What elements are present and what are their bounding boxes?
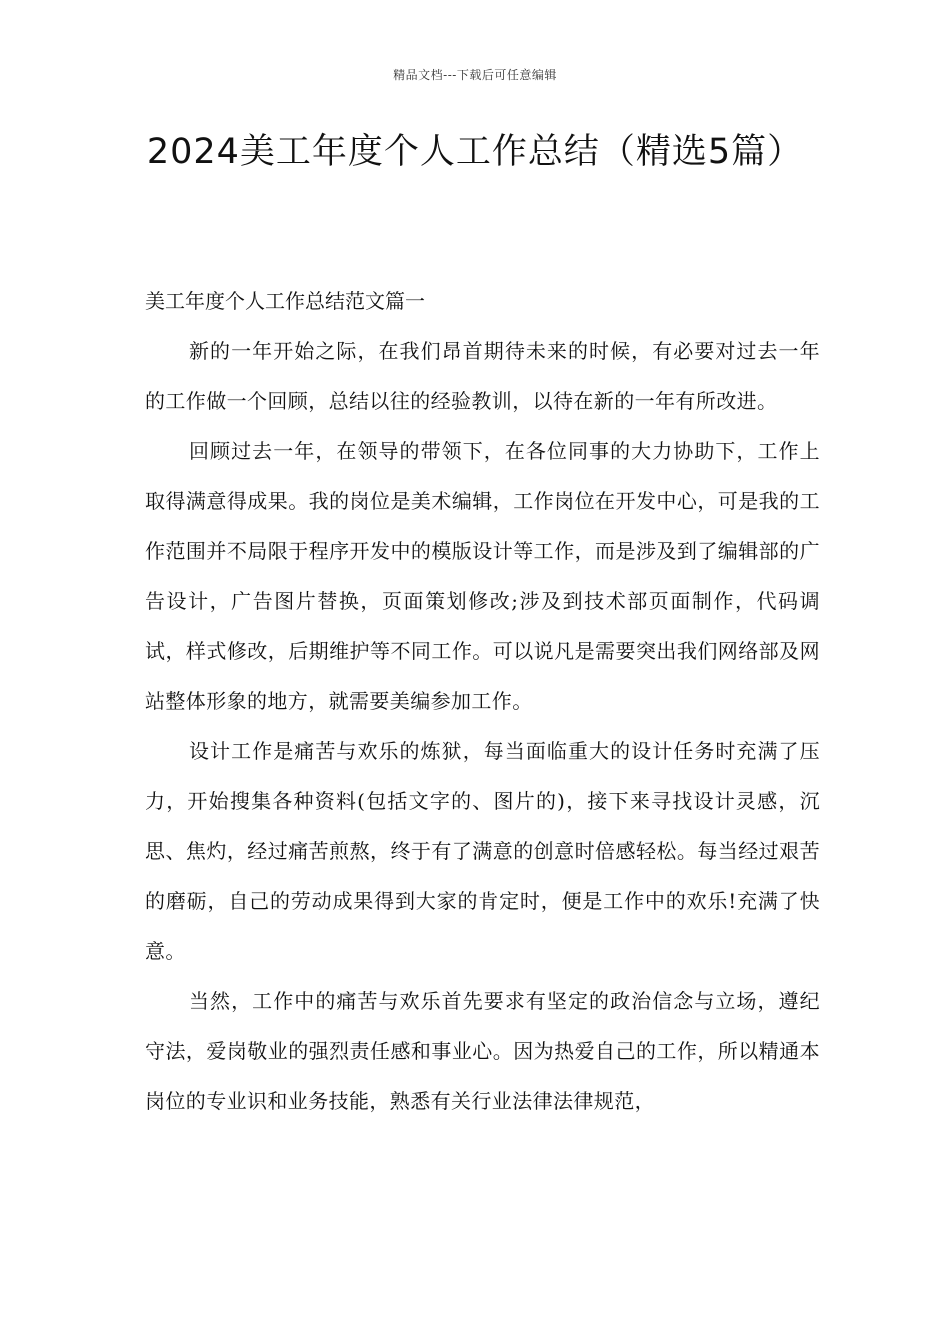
document-title: 2024美工年度个人工作总结（精选5篇） xyxy=(146,132,804,172)
paragraph-4: 当然，工作中的痛苦与欢乐首先要求有坚定的政治信念与立场，遵纪守法，爱岗敬业的强烈责任感和事业心。因为热爱自己的工作，所以精通本岗位的专业识和业务技能，熟悉有关行业法律法律规范， xyxy=(145,989,820,1113)
section-heading: 美工年度个人工作总结范文篇一 xyxy=(145,289,425,313)
paragraph-3: 设计工作是痛苦与欢乐的炼狱，每当面临重大的设计任务时充满了压力，开始搜集各种资料(包括文字的、图片的)，接下来寻找设计灵感，沉思、焦灼，经过痛苦煎熬，终于有了满意的创意时倍感轻松。每当经过艰苦的磨砺，自己的劳动成果得到大家的肯定时，便是工作中的欢乐!充满了快意。 xyxy=(145,739,820,963)
document-body xyxy=(145,276,820,1126)
paragraph-1: 新的一年开始之际，在我们昂首期待未来的时候，有必要对过去一年的工作做一个回顾，总结以往的经验教训，以待在新的一年有所改进。 xyxy=(145,339,820,413)
header-note: 精品文档---下载后可任意编辑 xyxy=(393,68,557,82)
paragraph-2: 回顾过去一年，在领导的带领下，在各位同事的大力协助下，工作上取得满意得成果。我的岗位是美术编辑，工作岗位在开发中心，可是我的工作范围并不局限于程序开发中的模版设计等工作，而是涉及到了编辑部的广告设计，广告图片替换，页面策划修改;涉及到技术部页面制作，代码调试，样式修改，后期维护等不同工作。可以说凡是需要突出我们网络部及网站整体形象的地方，就需要美编参加工作。 xyxy=(145,439,820,713)
